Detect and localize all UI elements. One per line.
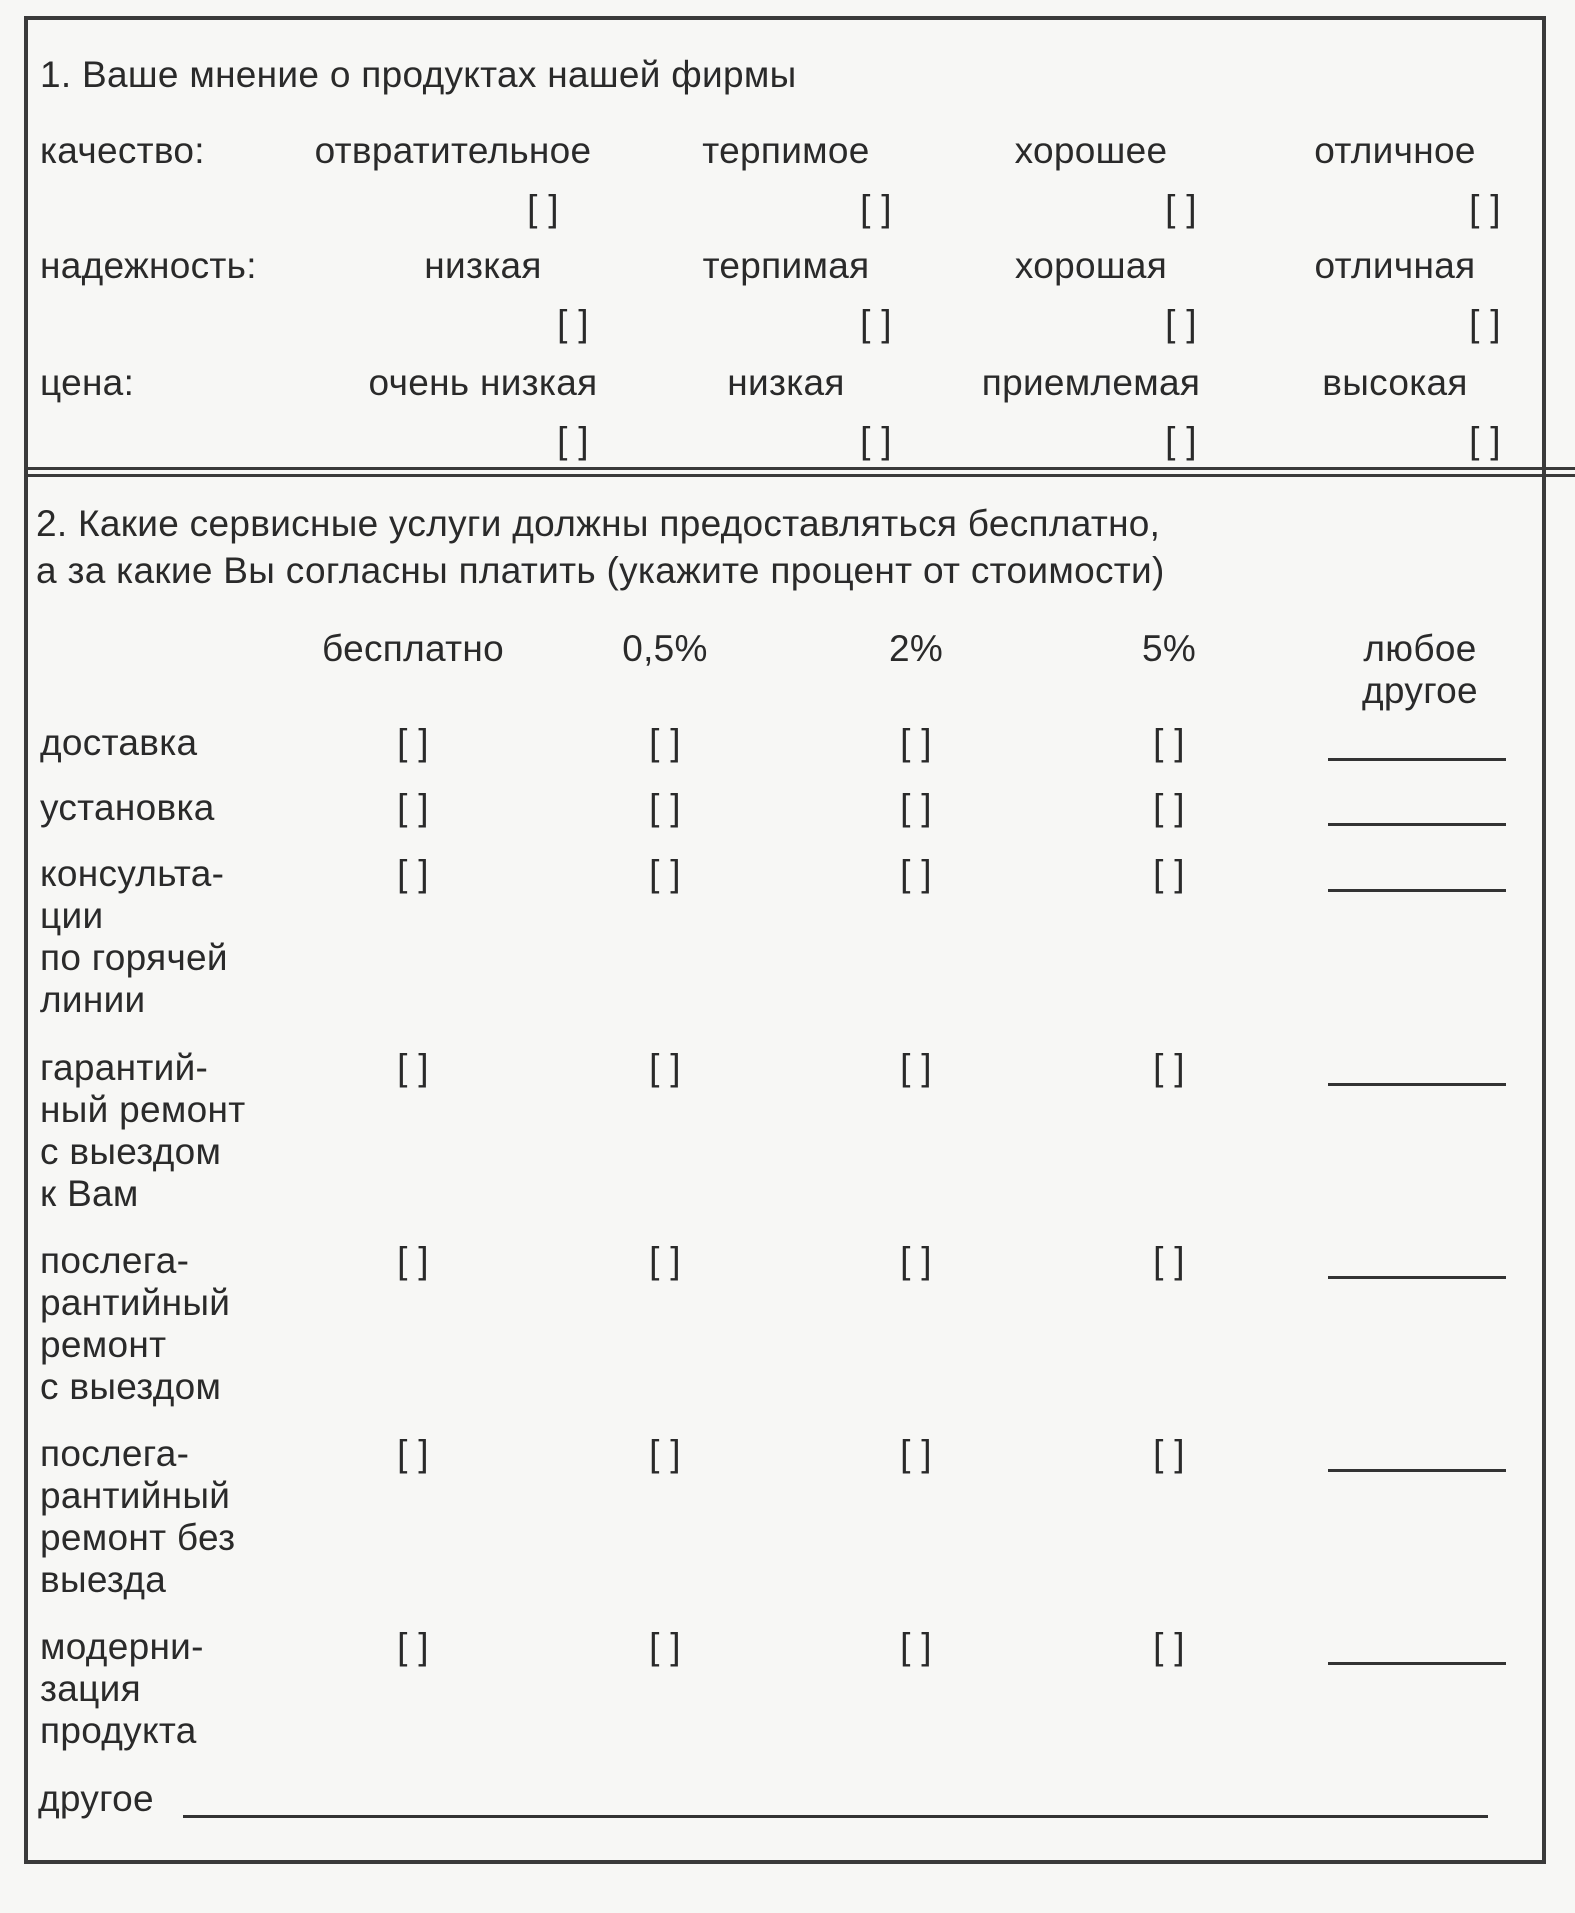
- checkbox[interactable]: [ ]: [900, 787, 932, 828]
- checkbox[interactable]: [ ]: [1165, 303, 1197, 344]
- checkbox[interactable]: [ ]: [1469, 303, 1501, 344]
- checkbox[interactable]: [ ]: [1469, 420, 1501, 461]
- checkbox[interactable]: [ ]: [649, 1626, 681, 1667]
- service-label: гарантий- ный ремонт с выездом к Вам: [40, 1047, 246, 1214]
- checkbox[interactable]: [ ]: [527, 188, 559, 229]
- checkbox[interactable]: [ ]: [860, 420, 892, 461]
- question-2-title-line1: 2. Какие сервисные услуги должны предоставляться бесплатно,: [36, 503, 1161, 544]
- checkbox[interactable]: [ ]: [900, 1433, 932, 1474]
- column-header-other: любое другое: [1362, 628, 1478, 711]
- checkbox[interactable]: [ ]: [557, 420, 589, 461]
- other-percent-input-line[interactable]: [1328, 758, 1506, 761]
- checkbox[interactable]: [ ]: [1153, 1240, 1185, 1281]
- checkbox[interactable]: [ ]: [397, 853, 429, 894]
- option-label: хорошее: [1014, 130, 1168, 171]
- checkbox[interactable]: [ ]: [649, 1047, 681, 1088]
- checkbox[interactable]: [ ]: [1153, 853, 1185, 894]
- option-label: отличное: [1314, 130, 1476, 171]
- option-label: низкая: [727, 362, 845, 403]
- column-header-5-percent: 5%: [1141, 628, 1197, 669]
- checkbox[interactable]: [ ]: [649, 853, 681, 894]
- checkbox[interactable]: [ ]: [397, 1433, 429, 1474]
- checkbox[interactable]: [ ]: [860, 303, 892, 344]
- option-label: приемлемая: [981, 362, 1201, 403]
- checkbox[interactable]: [ ]: [900, 853, 932, 894]
- other-percent-input-line[interactable]: [1328, 1276, 1506, 1279]
- column-header-0-5-percent: 0,5%: [622, 628, 708, 669]
- checkbox[interactable]: [ ]: [1153, 1433, 1185, 1474]
- option-label: хорошая: [1014, 245, 1168, 286]
- other-label: другое: [38, 1778, 154, 1819]
- service-label: послега- рантийный ремонт с выездом: [40, 1240, 231, 1407]
- other-percent-input-line[interactable]: [1328, 823, 1506, 826]
- option-label: терпимая: [702, 245, 870, 286]
- checkbox[interactable]: [ ]: [397, 1047, 429, 1088]
- checkbox[interactable]: [ ]: [1153, 1626, 1185, 1667]
- other-percent-input-line[interactable]: [1328, 889, 1506, 892]
- checkbox[interactable]: [ ]: [1153, 722, 1185, 763]
- checkbox[interactable]: [ ]: [1469, 188, 1501, 229]
- column-header-free: бесплатно: [322, 628, 504, 669]
- option-label: очень низкая: [368, 362, 598, 403]
- option-label: отвратительное: [314, 130, 592, 171]
- checkbox[interactable]: [ ]: [649, 1240, 681, 1281]
- service-label: модерни- зация продукта: [40, 1626, 204, 1751]
- checkbox[interactable]: [ ]: [397, 1626, 429, 1667]
- other-percent-input-line[interactable]: [1328, 1083, 1506, 1086]
- service-label: послега- рантийный ремонт без выезда: [40, 1433, 236, 1600]
- row-label-quality: качество:: [40, 130, 205, 171]
- checkbox[interactable]: [ ]: [649, 1433, 681, 1474]
- survey-frame: [24, 16, 1546, 1864]
- checkbox[interactable]: [ ]: [649, 722, 681, 763]
- checkbox[interactable]: [ ]: [649, 787, 681, 828]
- checkbox[interactable]: [ ]: [860, 188, 892, 229]
- checkbox[interactable]: [ ]: [557, 303, 589, 344]
- checkbox[interactable]: [ ]: [1153, 1047, 1185, 1088]
- checkbox[interactable]: [ ]: [900, 722, 932, 763]
- checkbox[interactable]: [ ]: [397, 722, 429, 763]
- row-label-reliability: надежность:: [40, 245, 257, 286]
- other-percent-input-line[interactable]: [1328, 1469, 1506, 1472]
- option-label: низкая: [424, 245, 542, 286]
- question-1-title: 1. Ваше мнение о продуктах нашей фирмы: [40, 54, 797, 95]
- service-label: консульта- ции по горячей линии: [40, 853, 228, 1020]
- column-header-2-percent: 2%: [888, 628, 944, 669]
- service-label: доставка: [40, 722, 198, 763]
- checkbox[interactable]: [ ]: [1165, 188, 1197, 229]
- checkbox[interactable]: [ ]: [1153, 787, 1185, 828]
- section-divider: [24, 474, 1575, 477]
- checkbox[interactable]: [ ]: [397, 1240, 429, 1281]
- checkbox[interactable]: [ ]: [900, 1047, 932, 1088]
- checkbox[interactable]: [ ]: [900, 1240, 932, 1281]
- section-divider: [24, 467, 1575, 470]
- checkbox[interactable]: [ ]: [900, 1626, 932, 1667]
- other-percent-input-line[interactable]: [1328, 1662, 1506, 1665]
- option-label: высокая: [1322, 362, 1468, 403]
- question-2-title-line2: а за какие Вы согласны платить (укажите процент от стоимости): [36, 550, 1165, 591]
- row-label-price: цена:: [40, 362, 135, 403]
- other-input-line[interactable]: [183, 1815, 1488, 1818]
- option-label: отличная: [1314, 245, 1476, 286]
- service-label: установка: [40, 787, 215, 828]
- option-label: терпимое: [702, 130, 870, 171]
- checkbox[interactable]: [ ]: [397, 787, 429, 828]
- checkbox[interactable]: [ ]: [1165, 420, 1197, 461]
